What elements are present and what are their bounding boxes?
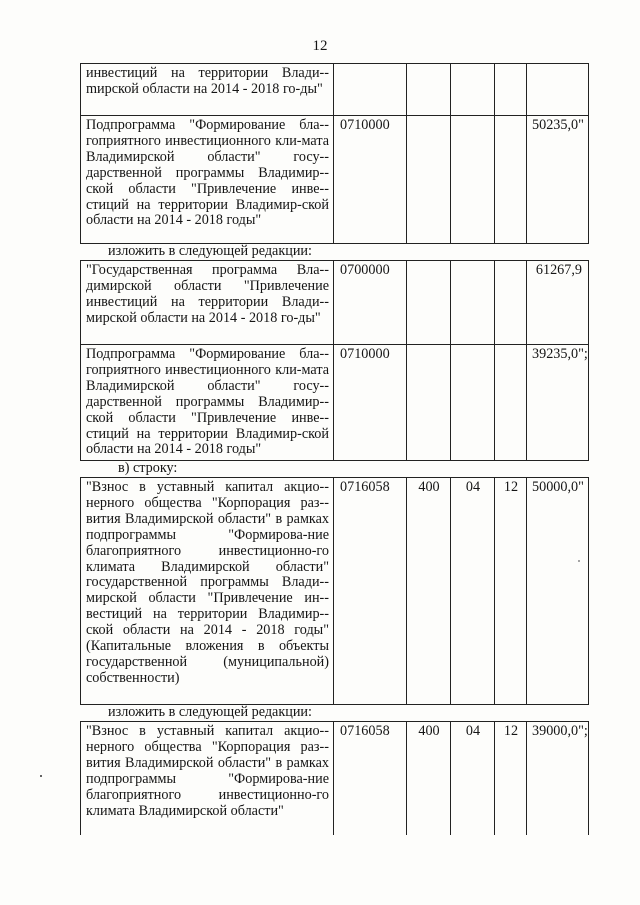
row-name-cell: Подпрограмма "Формирование бла-гоприятного инвестиционного кли-мата Владимирской области" госу-дарственной программы Владимир-ской области "Привлечение инве-стиций на территории Владимир-ской области на 2014 - 2018 годы" xyxy=(81,345,334,461)
row-name-cell: Подпрограмма "Формирование бла-гоприятного инвестиционного кли-мата Владимирской области" госу-дарственной программы Владимир-ской области "Привлечение инве-стиций на территории Владимир-ской области на 2014 - 2018 годы" xyxy=(81,116,334,244)
instruction-restate-1: изложить в следующей редакции: xyxy=(108,243,312,259)
row-name-cell: "Взнос в уставный капитал акцио-нерного общества "Корпорация раз-вития Владимирской области" в рамках подпрограммы "Формирова-ние благоприятного инвестиционно-го климата Владимирской области" государственной программы Влади-мирской области "Привлечение ин-вестиций на территории Владимир-ской области на 2014 - 2018 годы" (Капитальные вложения в объекты государственной (муниципальной) собственности) xyxy=(81,478,334,705)
subsection-cell: 12 xyxy=(495,478,527,705)
target-article-cell: 0716058 xyxy=(334,478,407,705)
subsection-cell xyxy=(495,116,527,244)
amount-cell: 39000,0"; xyxy=(527,722,589,836)
expense-type-cell: 400 xyxy=(407,722,451,836)
subsection-cell xyxy=(495,345,527,461)
section-cell xyxy=(451,116,495,244)
table-original-program xyxy=(80,63,589,244)
table-new-program xyxy=(80,260,589,461)
section-cell xyxy=(451,345,495,461)
document-body xyxy=(80,63,588,835)
target-article-cell: 0716058 xyxy=(334,722,407,836)
row-name-cell: инвестиций на территории Влади-mирской области на 2014 - 2018 го-ды" xyxy=(81,64,334,116)
expense-type-cell xyxy=(407,116,451,244)
page-number: 12 xyxy=(312,38,328,54)
section-cell: 04 xyxy=(451,722,495,836)
section-cell xyxy=(451,64,495,116)
section-cell: 04 xyxy=(451,478,495,705)
table-original-contribution xyxy=(80,477,589,705)
target-article-cell: 0710000 xyxy=(334,116,407,244)
amount-cell xyxy=(527,64,589,116)
expense-type-cell: 400 xyxy=(407,478,451,705)
target-article-cell: 0710000 xyxy=(334,345,407,461)
instruction-item-v: в) строку: xyxy=(118,460,178,476)
target-article-cell xyxy=(334,64,407,116)
table-row xyxy=(81,261,589,345)
amount-cell: 50000,0" xyxy=(527,478,589,705)
table-row xyxy=(81,64,589,116)
amount-cell: 50235,0" xyxy=(527,116,589,244)
section-cell xyxy=(451,261,495,345)
scan-speck xyxy=(578,560,580,562)
table-row xyxy=(81,722,589,836)
table-new-contribution xyxy=(80,721,589,835)
row-name-cell: "Взнос в уставный капитал акцио-нерного общества "Корпорация раз-вития Владимирской области" в рамках подпрограммы "Формирова-ние благоприятного инвестиционно-го климата Владимирской области" xyxy=(81,722,334,836)
amount-cell: 61267,9 xyxy=(527,261,589,345)
table-row xyxy=(81,345,589,461)
table-row xyxy=(81,116,589,244)
instruction-restate-2: изложить в следующей редакции: xyxy=(108,704,312,720)
target-article-cell: 0700000 xyxy=(334,261,407,345)
row-name-cell: "Государственная программа Вла-димирской области "Привлечение инвестиций на территории Влади-мирской области на 2014 - 2018 го-ды" xyxy=(81,261,334,345)
expense-type-cell xyxy=(407,345,451,461)
scan-speck xyxy=(40,775,42,777)
subsection-cell: 12 xyxy=(495,722,527,836)
subsection-cell xyxy=(495,64,527,116)
expense-type-cell xyxy=(407,64,451,116)
amount-cell: 39235,0"; xyxy=(527,345,589,461)
table-row xyxy=(81,478,589,705)
expense-type-cell xyxy=(407,261,451,345)
subsection-cell xyxy=(495,261,527,345)
